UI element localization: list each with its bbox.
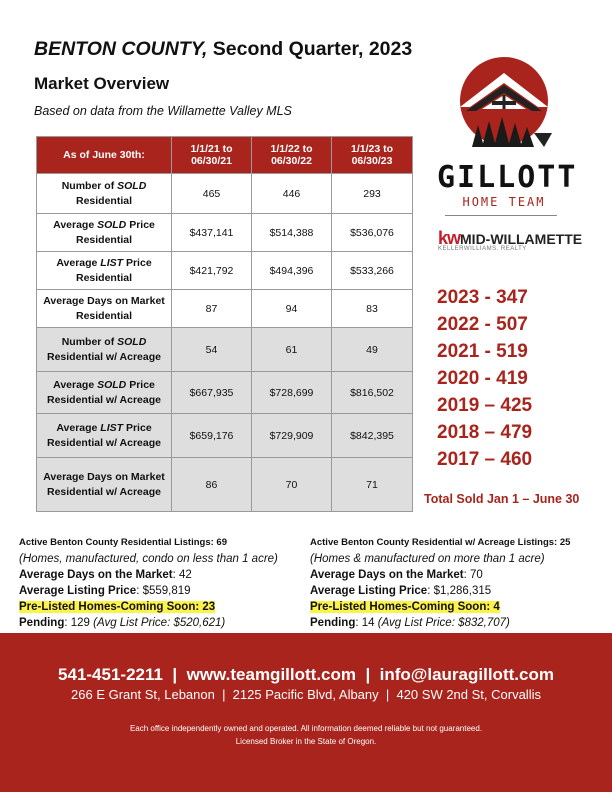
table-row — [37, 328, 413, 372]
kw-mark: kw — [438, 228, 461, 248]
year-total: 2018 – 479 — [437, 422, 533, 443]
table-cell: 94 — [252, 290, 332, 328]
year-total: 2019 – 425 — [437, 395, 533, 416]
disclaimer: Each office independently owned and operated. All information deemed reliable but not guaranteed. Licensed Broker in the State of Oregon. — [129, 724, 483, 746]
column-header: 1/1/22 to 06/30/22 — [252, 137, 332, 174]
table-row — [37, 458, 413, 512]
table-cell: 86 — [172, 458, 252, 512]
title-quarter: Second Quarter, 2023 — [212, 38, 413, 60]
table-header-row — [37, 137, 413, 174]
footer-banner — [0, 633, 612, 792]
table-row — [37, 372, 413, 414]
year-total: 2022 - 507 — [437, 314, 528, 335]
kw-office-name: MID-WILLAMETTE — [460, 231, 583, 247]
listings-heading: Active Benton County Residential w/ Acreage Listings: 25 — [310, 537, 571, 548]
year-total: 2017 – 460 — [437, 449, 533, 470]
row-label: Average Days on Market Residential — [37, 290, 172, 328]
row-label: Average LIST Price Residential — [37, 252, 172, 290]
listings-note: (Homes & manufactured on more than 1 acre) — [310, 553, 545, 565]
table-row — [37, 414, 413, 458]
table-cell: 83 — [332, 290, 413, 328]
acreage-listings-block — [310, 535, 610, 631]
row-label: Average SOLD Price Residential — [37, 214, 172, 252]
total-sold-label: Total Sold Jan 1 – June 30 — [424, 492, 580, 506]
table-cell: $729,909 — [252, 414, 332, 458]
table-cell: $536,076 — [332, 214, 413, 252]
table-cell: 446 — [252, 174, 332, 214]
table-cell: 70 — [252, 458, 332, 512]
row-label: Number of SOLD Residential w/ Acreage — [37, 328, 172, 372]
table-cell: $659,176 — [172, 414, 252, 458]
year-total: 2023 - 347 — [437, 287, 528, 308]
year-total: 2020 - 419 — [437, 368, 528, 389]
table-cell: 61 — [252, 328, 332, 372]
section-subtitle: Market Overview — [34, 74, 170, 93]
title-county: BENTON COUNTY, — [34, 38, 208, 60]
table-row — [37, 174, 413, 214]
table-cell: 87 — [172, 290, 252, 328]
listings-heading: Active Benton County Residential Listings: 69 — [19, 537, 227, 548]
table-cell: $728,699 — [252, 372, 332, 414]
brand-name: GILLOTT — [437, 160, 578, 195]
prelisted-homes: Pre-Listed Homes-Coming Soon: 4 — [310, 601, 500, 613]
average-listing-price: Average Listing Price: $1,286,315 — [310, 585, 492, 597]
kw-subtitle: KELLERWILLIAMS. REALTY — [438, 246, 527, 252]
year-total: 2021 - 519 — [437, 341, 528, 362]
table-cell: $816,502 — [332, 372, 413, 414]
column-header: 1/1/23 to 06/30/23 — [332, 137, 413, 174]
page-title — [34, 38, 412, 61]
table-row — [37, 290, 413, 328]
row-label: Number of SOLD Residential — [37, 174, 172, 214]
table-cell: $514,388 — [252, 214, 332, 252]
table-cell: $437,141 — [172, 214, 252, 252]
table-cell: $421,792 — [172, 252, 252, 290]
table-cell: 465 — [172, 174, 252, 214]
residential-listings-block — [19, 535, 309, 631]
table-row — [37, 252, 413, 290]
table-cell: $842,395 — [332, 414, 413, 458]
pending-listings: Pending: 129 (Avg List Price: $520,621) — [19, 617, 226, 629]
divider — [445, 215, 557, 216]
prelisted-homes: Pre-Listed Homes-Coming Soon: 23 — [19, 601, 216, 613]
contact-line: 541-451-2211 | www.teamgillott.com | info@lauragillott.com — [58, 665, 554, 684]
row-label: Average SOLD Price Residential w/ Acreage — [37, 372, 172, 414]
table-row — [37, 214, 413, 252]
table-cell: 293 — [332, 174, 413, 214]
days-on-market: Average Days on the Market: 70 — [310, 569, 483, 581]
table-cell: 54 — [172, 328, 252, 372]
office-addresses: 266 E Grant St, Lebanon | 2125 Pacific Blvd, Albany | 420 SW 2nd St, Corvallis — [71, 687, 541, 702]
table-cell: 49 — [332, 328, 413, 372]
gillott-house-logo — [452, 55, 556, 151]
row-label: Average Days on Market Residential w/ Acreage — [37, 458, 172, 512]
market-overview-table — [36, 136, 413, 512]
table-cell: $494,396 — [252, 252, 332, 290]
table-cell: $667,935 — [172, 372, 252, 414]
table-cell: 71 — [332, 458, 413, 512]
brand-tagline: HOME TEAM — [462, 195, 546, 209]
days-on-market: Average Days on the Market: 42 — [19, 569, 192, 581]
column-header: 1/1/21 to 06/30/21 — [172, 137, 252, 174]
pending-listings: Pending: 14 (Avg List Price: $832,707) — [310, 617, 510, 629]
average-listing-price: Average Listing Price: $559,819 — [19, 585, 191, 597]
table-corner-header: As of June 30th: — [37, 137, 172, 174]
data-source-note: Based on data from the Willamette Valley MLS — [34, 104, 292, 118]
table-cell: $533,266 — [332, 252, 413, 290]
listings-note: (Homes, manufactured, condo on less than 1 acre) — [19, 553, 278, 565]
row-label: Average LIST Price Residential w/ Acreage — [37, 414, 172, 458]
